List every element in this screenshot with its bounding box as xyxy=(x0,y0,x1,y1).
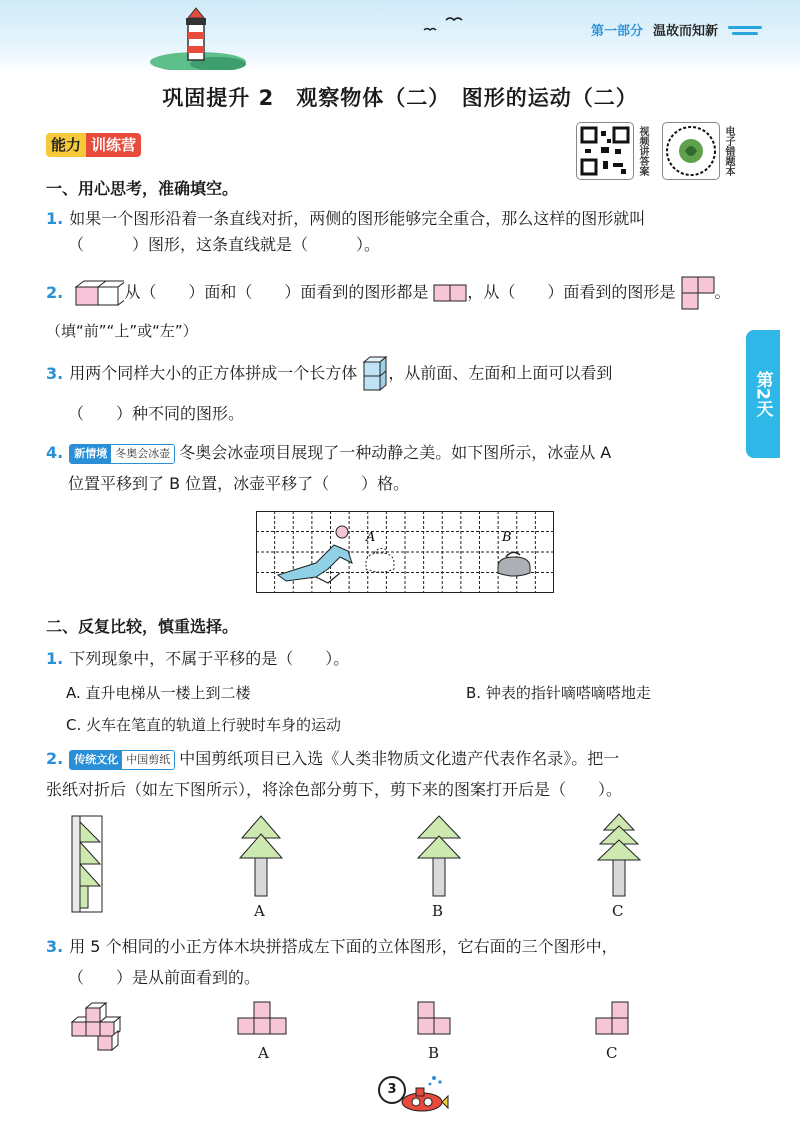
s1-q4-num: 4. xyxy=(46,443,64,462)
qr-label-video: 视频讲答案 xyxy=(637,126,648,176)
section1-heading: 一、用心思考，准确填空。 xyxy=(46,179,239,198)
qr-label-wrong: 电子错题本 xyxy=(723,126,734,176)
qr-code-video-icon[interactable] xyxy=(576,122,634,180)
badge-left: 能力 xyxy=(46,133,86,157)
tree-option-a[interactable] xyxy=(236,814,286,898)
s1-q2-num: 2. xyxy=(46,282,64,302)
curling-grid-figure xyxy=(256,511,554,593)
page-number: 3 xyxy=(378,1076,406,1104)
s1-q1-line1: 如果一个图形沿着一条直线对折，两侧的图形能够完全重合，那么这样的图形就叫 xyxy=(69,209,646,228)
submarine-icon xyxy=(396,1072,450,1116)
qr-code-wrong-book-icon[interactable] xyxy=(662,122,720,180)
s1-q2-hint: （填“前”“上”或“左”） xyxy=(46,322,198,340)
s2-q2-label-b: B xyxy=(432,902,444,920)
s2-q3-label-a: A xyxy=(258,1044,269,1062)
s1-q3-line2: （ ）种不同的图形。 xyxy=(68,404,245,423)
s2-q3-num: 3. xyxy=(46,937,64,956)
s1-q4-line1: 冬奥会冰壶项目展现了一种动静之美。如下图所示，冰壶从 A xyxy=(179,443,612,462)
s1-q1-num: 1. xyxy=(46,209,64,228)
badge-right: 训练营 xyxy=(86,133,141,157)
s2-q3-label-b: B xyxy=(428,1044,440,1062)
header-deco-icon xyxy=(728,23,762,37)
view-option-c[interactable] xyxy=(594,1000,634,1038)
s2-q2-line1: 中国剪纸项目已入选《人类非物质文化遗产代表作名录》。把一 xyxy=(179,749,620,768)
tree-option-b[interactable] xyxy=(414,814,464,898)
two-squares-horizontal-icon xyxy=(433,284,467,302)
s1-q4-line2: 位置平移到了 B 位置，冰壶平移了（ ）格。 xyxy=(68,474,410,493)
header-part: 第一部分 xyxy=(590,24,643,39)
s1-q2-part-b: ，从（ ）面看到的图形是 xyxy=(467,282,676,302)
s1-q3-line1a: 用两个同样大小的正方体拼成一个长方体 xyxy=(69,363,358,383)
s2-q1-opt-a: A. 直升电梯从一楼上到二楼 xyxy=(66,684,251,702)
birds-icon xyxy=(418,12,468,36)
header-motto: 温故而知新 xyxy=(652,24,718,39)
cuboid-icon xyxy=(362,356,388,392)
s1-q3-num: 3. xyxy=(46,363,64,383)
tree-option-c[interactable] xyxy=(594,812,644,898)
s1-q4-tag xyxy=(69,444,175,464)
folded-paper-figure xyxy=(70,814,106,914)
s1-q3 xyxy=(46,356,756,436)
s2-q3 xyxy=(46,934,756,996)
view-option-b[interactable] xyxy=(416,1000,456,1038)
cube-stack-figure xyxy=(68,1000,132,1052)
s1-q4-tag1: 新情境 xyxy=(70,445,111,463)
page-title: 巩固提升 2 观察物体（二） 图形的运动（二） xyxy=(162,86,638,110)
s2-q2-tag2: 中国剪纸 xyxy=(122,751,174,769)
s2-q2-tag1: 传统文化 xyxy=(70,751,122,769)
s2-q2-label-a: A xyxy=(254,902,265,920)
header-right xyxy=(591,20,762,39)
s2-q2-label-c: C xyxy=(612,902,624,920)
curling-label-b: B xyxy=(502,530,512,545)
s2-q1 xyxy=(46,646,756,672)
day-side-tab: 第2天 xyxy=(746,330,780,458)
s1-q2-part-a: 从（ ）面和（ ）面看到的图形都是 xyxy=(124,282,429,302)
s2-q2-num: 2. xyxy=(46,749,64,768)
s2-q3-line2: （ ）是从前面看到的。 xyxy=(68,968,261,987)
s1-q1 xyxy=(46,206,756,258)
s2-q3-line1: 用 5 个相同的小正方体木块拼搭成左下面的立体图形，它右面的三个图形中， xyxy=(69,937,618,956)
l-shape-squares-icon xyxy=(681,276,715,310)
lighthouse-icon xyxy=(148,4,248,70)
s1-q4-tag2: 冬奥会冰壶 xyxy=(111,445,174,463)
s2-q3-label-c: C xyxy=(606,1044,618,1062)
section-badge xyxy=(46,133,141,157)
s2-q2-tag xyxy=(69,750,175,770)
s2-q1-opt-b: B. 钟表的指针嘀嗒嘀嗒地走 xyxy=(466,684,651,702)
s2-q1-num: 1. xyxy=(46,649,64,668)
s2-q1-text: 下列现象中，不属于平移的是（ ）。 xyxy=(69,649,350,668)
s1-q2-part-c: 。 xyxy=(714,282,731,302)
section2-heading: 二、反复比较，慎重选择。 xyxy=(46,617,239,636)
s2-q1-opt-c: C. 火车在笔直的轨道上行驶时车身的运动 xyxy=(66,716,342,734)
s1-q2 xyxy=(46,276,756,310)
curling-label-a: A xyxy=(366,530,376,545)
view-option-a[interactable] xyxy=(236,1000,292,1038)
two-cube-figure-icon xyxy=(74,279,124,307)
s1-q1-line2: （ ）图形，这条直线就是（ ）。 xyxy=(68,235,381,254)
s2-q2 xyxy=(46,746,756,808)
s1-q4 xyxy=(46,440,756,502)
s2-q2-line2: 张纸对折后（如左下图所示），将涂色部分剪下，剪下来的图案打开后是（ ）。 xyxy=(46,780,623,799)
s1-q3-line1b: ，从前面、左面和上面可以看到 xyxy=(388,363,613,383)
